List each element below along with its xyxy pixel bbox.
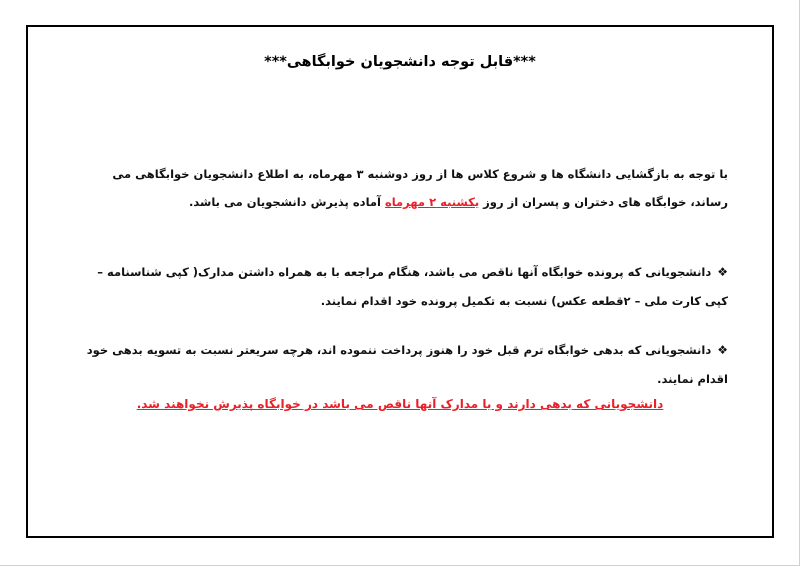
bullet-item-text: دانشجویانی که پرونده خوابگاه آنها ناقص می باشد، هنگام مراجعه با به همراه داشتن مدارک( کپی شناسنامه – کپی کارت ملی – ۲قطعه عکس) نسبت به تکمیل پرونده خود اقدام نمایند. [97,265,728,308]
intro-paragraph [74,160,728,216]
notice-frame [26,25,774,538]
bullet-item-text: دانشجویانی که بدهی خوابگاه ترم قبل خود را هنوز پرداخت ننموده اند، هرچه سریعتر نسبت به تسویه بدهی خود اقدام نمایند. [86,343,728,386]
bullet-item-incomplete-files [74,258,728,316]
bullet-item-unpaid-debt [74,336,728,394]
diamond-bullet-icon: ❖ [717,265,728,279]
intro-text-start: با توجه به بازگشایی دانشگاه ها و شروع کلاس ها از روز دوشنبه ۳ مهرماه، به اطلاع دانشجویان خوابگاهی می رساند، خوابگاه های دختران و پسران از روز [112,167,728,209]
intro-text-end: آماده پذیرش دانشجویان می باشد. [189,195,385,209]
warning-line: دانشجویانی که بدهی دارند و یا مدارک آنها ناقص می باشد در خوابگاه پذیرش نخواهند شد. [136,397,664,411]
diamond-bullet-icon: ❖ [717,343,728,357]
notice-title: ***قابل توجه دانشجویان خوابگاهی*** [264,54,536,70]
intro-date-highlight: یکشنبه ۲ مهرماه [384,195,480,209]
